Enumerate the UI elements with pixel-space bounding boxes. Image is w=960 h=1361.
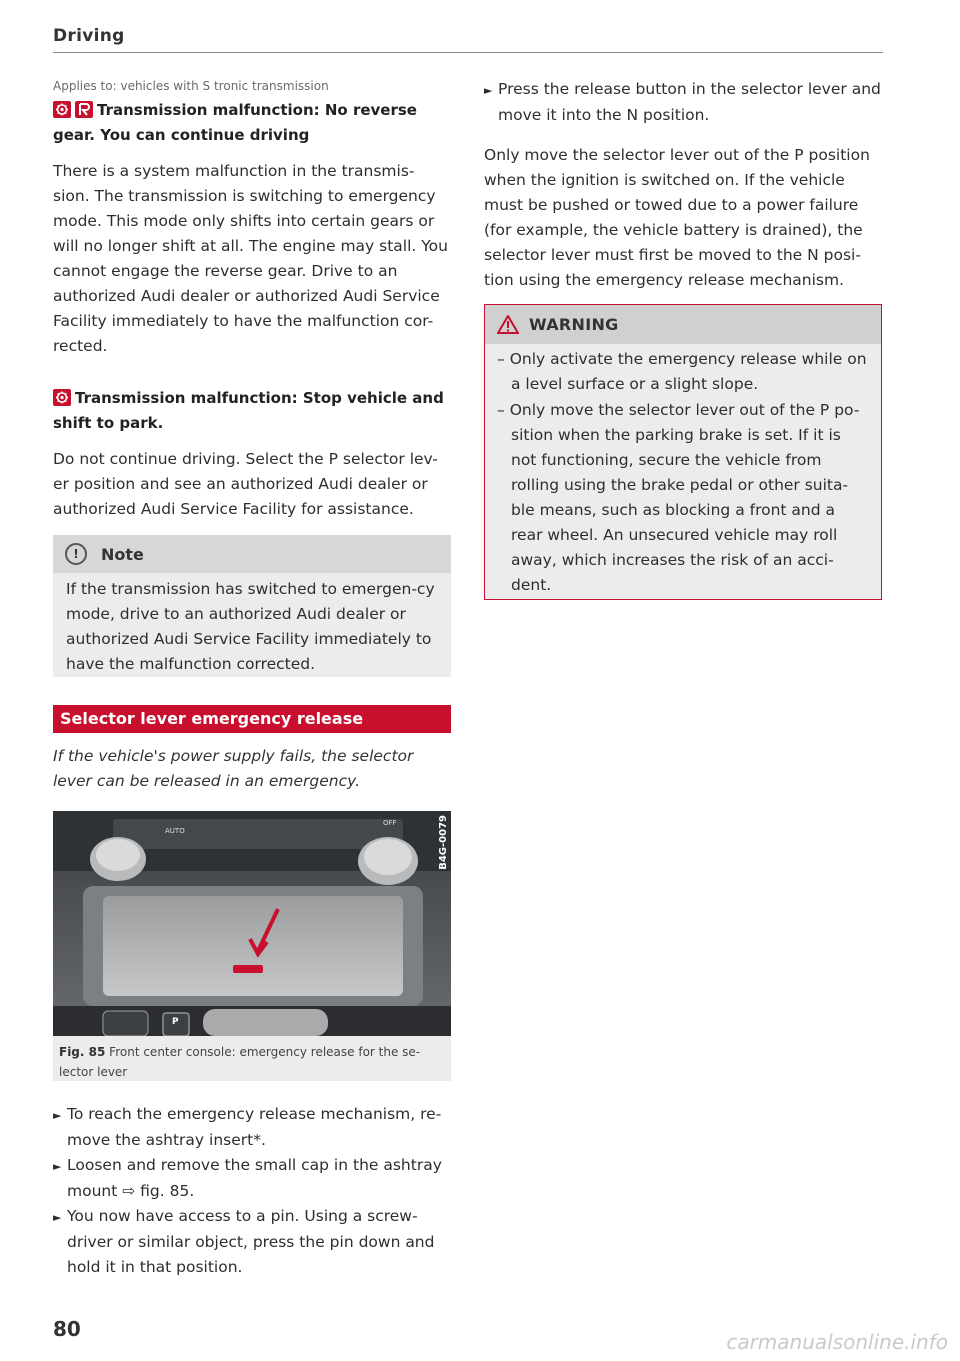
malfunction-body-stop: Do not continue driving. Select the P selector lev-er position and see an authorized Audi dealer or authorized Audi Service Facility for assistance. <box>53 450 438 518</box>
step-right: ► Press the release button in the selector lever and move it into the N position. <box>484 80 881 124</box>
list-item: ► To reach the emergency release mechanism, re-move the ashtray insert*. <box>53 1105 442 1149</box>
header-rule <box>53 52 883 53</box>
malfunction-heading-no-reverse: Transmission malfunction: No reverse gear. You can continue driving <box>53 101 417 144</box>
figure-label: Fig. 85 <box>59 1045 106 1059</box>
figure-caption-box <box>53 1036 451 1081</box>
watermark: carmanualsonline.info <box>726 1330 948 1354</box>
step-bullet-icon: ► <box>484 84 493 97</box>
step-bullet-icon: ► <box>53 1109 62 1122</box>
transmission-warning-icon <box>53 101 71 118</box>
transmission-warning-icon <box>53 389 71 406</box>
page-number: 80 <box>53 1317 81 1341</box>
figure-label-p: P <box>172 1017 179 1027</box>
reverse-gear-icon <box>75 101 93 118</box>
note-text: If the transmission has switched to emergen-cy mode, drive to an authorized Audi dealer or authorized Audi Service Facility immediately to have the malfunction corrected. <box>66 580 435 673</box>
warning-item: – Only activate the emergency release while on a level surface or a slight slope. <box>497 350 867 393</box>
page-header-title: Driving <box>53 26 125 46</box>
note-header: ! Note <box>53 535 451 573</box>
list-item: ► You now have access to a pin. Using a screw-driver or similar object, press the pin down and hold it in that position. <box>53 1207 435 1276</box>
malfunction-heading-stop: Transmission malfunction: Stop vehicle and shift to park. <box>53 389 444 432</box>
ignition-paragraph: Only move the selector lever out of the P position when the ignition is switched on. If the vehicle must be pushed or towed due to a power failure (for example, the vehicle battery is drained), the selector lever must first be moved to the N posi-tion using the emergency release mechanism. <box>484 146 870 289</box>
figure-label-off: OFF <box>383 819 397 827</box>
figure-center-console <box>53 811 451 1036</box>
malfunction-body-no-reverse: There is a system malfunction in the transmis-sion. The transmission is switching to emergency mode. This mode only shifts into certain gears or will no longer shift at all. The engine may stall. You cannot engage the reverse gear. Drive to an authorized Audi dealer or authorized Audi Service Facility immediately to have the malfunction cor-rected. <box>53 162 448 355</box>
note-info-icon: ! <box>65 543 87 565</box>
list-item: ► Loosen and remove the small cap in the ashtray mount ⇨ fig. 85. <box>53 1156 442 1200</box>
step-bullet-icon: ► <box>53 1211 62 1224</box>
warning-box <box>484 304 882 600</box>
figure-code: B4G-0079 <box>438 815 449 870</box>
steps-left <box>53 1102 451 1280</box>
applies-to: Applies to: vehicles with S tronic transmission <box>53 79 329 93</box>
figure-label-auto: AUTO <box>165 827 185 835</box>
step-bullet-icon: ► <box>53 1160 62 1173</box>
section-title-emergency-release: Selector lever emergency release <box>53 705 451 733</box>
warning-triangle-icon <box>497 315 519 334</box>
note-box <box>53 535 451 677</box>
figure-caption: Front center console: emergency release for the se-lector lever <box>59 1045 421 1079</box>
warning-header: WARNING <box>485 305 881 344</box>
warning-item: – Only move the selector lever out of the P po-sition when the parking brake is set. If it is not functioning, secure the vehicle from rolling using the brake pedal or other suita-ble means, such as blocking a front and a rear wheel. An unsecured vehicle may roll away, which increases the risk of an acci-dent. <box>497 401 860 594</box>
console-illustration <box>53 811 451 1036</box>
section-intro: If the vehicle's power supply fails, the selector lever can be released in an emergency. <box>53 747 414 790</box>
